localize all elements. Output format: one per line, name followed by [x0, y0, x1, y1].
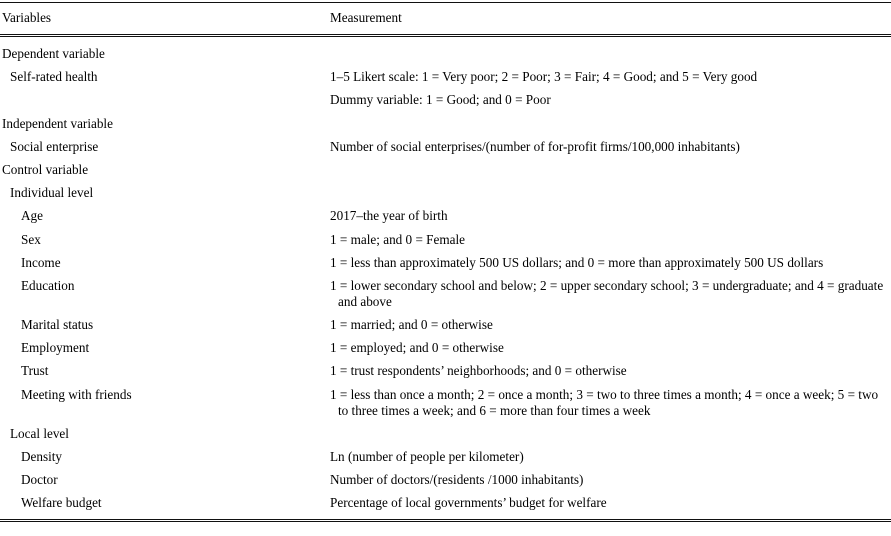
- measurement-cell: 1 = less than once a month; 2 = once a month; 3 = two to three times a month; 4 = once a week; 5 = two to three times a week; and 6 = more than four times a week: [330, 386, 879, 418]
- measurement-cell: 1 = lower secondary school and below; 2 = upper secondary school; 3 = undergraduate; and 4 = graduate and above: [330, 277, 884, 309]
- measurement-cell: 1 = married; and 0 = otherwise: [330, 317, 493, 333]
- measurement-cell: Number of doctors/(residents /1000 inhabitants): [330, 472, 584, 488]
- measurement-cell: 1 = trust respondents’ neighborhoods; and 0 = otherwise: [330, 363, 627, 379]
- table-row: [0, 182, 891, 205]
- variable-name-cell: Sex: [21, 231, 41, 247]
- variable-name-cell: Social enterprise: [10, 138, 99, 154]
- table-row: [0, 158, 891, 181]
- measurement-cell: Dummy variable: 1 = Good; and 0 = Poor: [330, 92, 551, 108]
- table-row: [0, 492, 891, 520]
- variable-name-cell: Individual level: [10, 185, 94, 201]
- measurement-cell: 1 = male; and 0 = Female: [330, 231, 465, 247]
- variable-name-cell: Income: [21, 254, 61, 270]
- variable-name-cell: Dependent variable: [2, 46, 105, 61]
- table-row: [0, 422, 891, 445]
- table-row: [0, 89, 891, 112]
- variable-name-cell: Age: [21, 208, 43, 224]
- table-row: [0, 37, 891, 66]
- variable-name-cell: Education: [21, 277, 75, 293]
- column-header-variables: Variables: [2, 10, 52, 25]
- variable-name-cell: Density: [21, 449, 63, 464]
- variable-name-cell: Meeting with friends: [21, 386, 132, 402]
- table-body: [0, 37, 891, 519]
- measurement-cell: Number of social enterprises/(number of for-profit firms/100,000 inhabitants): [330, 138, 740, 154]
- variable-name-cell: Employment: [21, 340, 90, 356]
- table-row: [0, 205, 891, 228]
- variable-name-cell: Self-rated health: [10, 69, 98, 85]
- table-row: [0, 445, 891, 468]
- table-header-row: [0, 3, 891, 34]
- table-row: [0, 337, 891, 360]
- variable-name-cell: Trust: [21, 363, 49, 379]
- variable-name-cell: Local level: [10, 425, 69, 441]
- measurement-cell: Ln (number of people per kilometer): [330, 449, 524, 464]
- variable-name-cell: Marital status: [21, 317, 94, 333]
- measurement-cell: 2017–the year of birth: [330, 208, 448, 224]
- table-row: [0, 360, 891, 383]
- table-row: [0, 313, 891, 336]
- table-row: [0, 135, 891, 158]
- table-row: [0, 251, 891, 274]
- variable-name-cell: Doctor: [21, 472, 58, 488]
- table-row: [0, 228, 891, 251]
- variable-name-cell: Independent variable: [2, 115, 113, 131]
- variables-measurement-table: [0, 2, 891, 522]
- column-header-measurement: Measurement: [330, 10, 402, 25]
- table-row: [0, 274, 891, 313]
- measurement-cell: 1 = less than approximately 500 US dollars; and 0 = more than approximately 500 US dollars: [330, 254, 824, 270]
- table-row: [0, 66, 891, 89]
- table-row: [0, 469, 891, 492]
- variable-name-cell: Welfare budget: [21, 495, 102, 511]
- table-row: [0, 383, 891, 422]
- measurement-cell: Percentage of local governments’ budget for welfare: [330, 495, 607, 511]
- variable-name-cell: Control variable: [2, 161, 89, 177]
- measurement-cell: 1 = employed; and 0 = otherwise: [330, 340, 504, 356]
- table-row: [0, 112, 891, 135]
- measurement-cell: 1–5 Likert scale: 1 = Very poor; 2 = Poor; 3 = Fair; 4 = Good; and 5 = Very good: [330, 69, 758, 85]
- table-bottom-rule: [0, 519, 891, 522]
